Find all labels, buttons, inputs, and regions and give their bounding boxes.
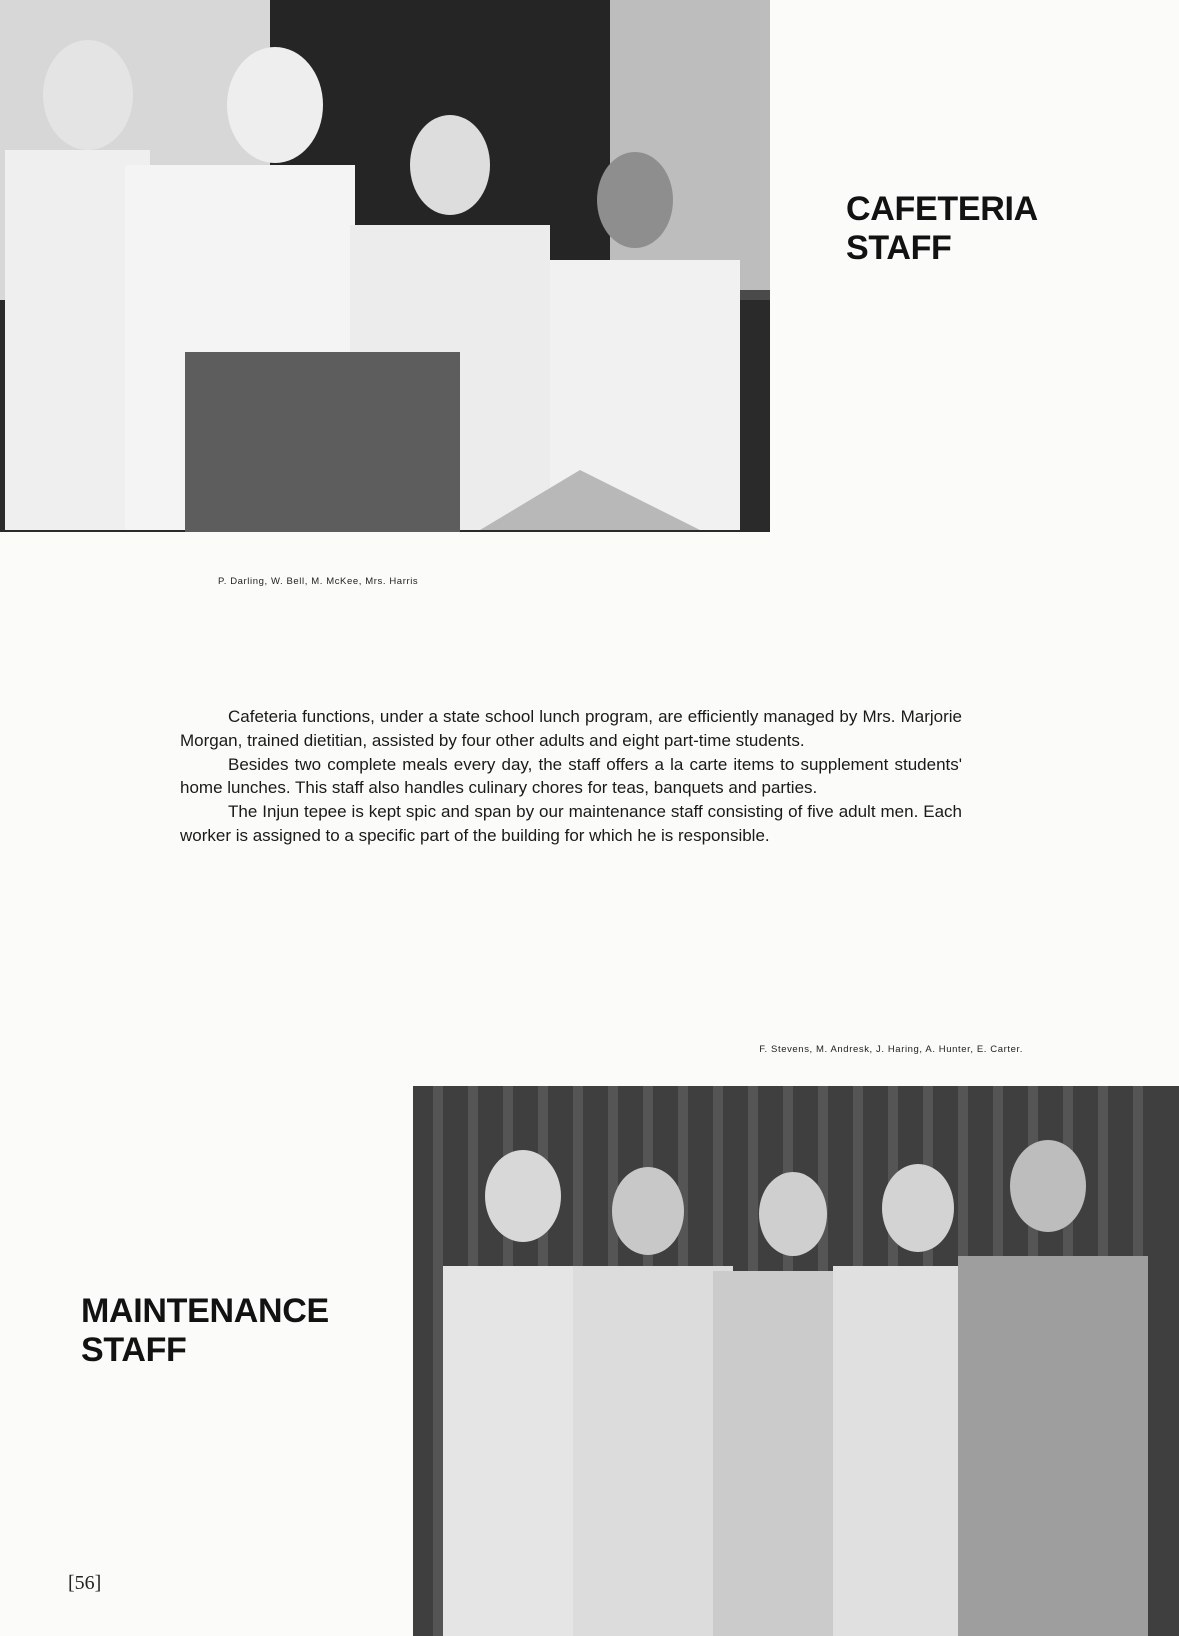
cafeteria-photo-caption: P. Darling, W. Bell, M. McKee, Mrs. Harris xyxy=(218,576,419,587)
cafeteria-staff-heading xyxy=(846,190,1038,268)
maintenance-staff-photo xyxy=(413,1086,1179,1636)
cafeteria-staff-photo xyxy=(0,0,770,532)
maintenance-photo-caption: F. Stevens, M. Andresk, J. Haring, A. Hunter, E. Carter. xyxy=(759,1044,1023,1055)
heading-line: STAFF xyxy=(846,229,952,268)
paragraph: Cafeteria functions, under a state school lunch program, are efficiently managed by Mrs. Marjorie Morgan, trained dietitian, assisted by four other adults and eight part-time students. xyxy=(180,707,962,750)
heading-line: MAINTENANCE xyxy=(81,1292,329,1330)
paragraph: The Injun tepee is kept spic and span by our maintenance staff consisting of five adult men. Each worker is assigned to a specific part of the building for which he is responsible. xyxy=(180,802,962,845)
heading-line: CAFETERIA xyxy=(846,190,1038,228)
maintenance-staff-heading xyxy=(81,1292,329,1370)
page-number: [56] xyxy=(68,1572,102,1594)
heading-line: STAFF xyxy=(81,1331,187,1370)
article-body xyxy=(180,705,962,848)
paragraph: Besides two complete meals every day, the staff offers a la carte items to supplement students' home lunches. This staff also handles culinary chores for teas, banquets and parties. xyxy=(180,754,962,798)
